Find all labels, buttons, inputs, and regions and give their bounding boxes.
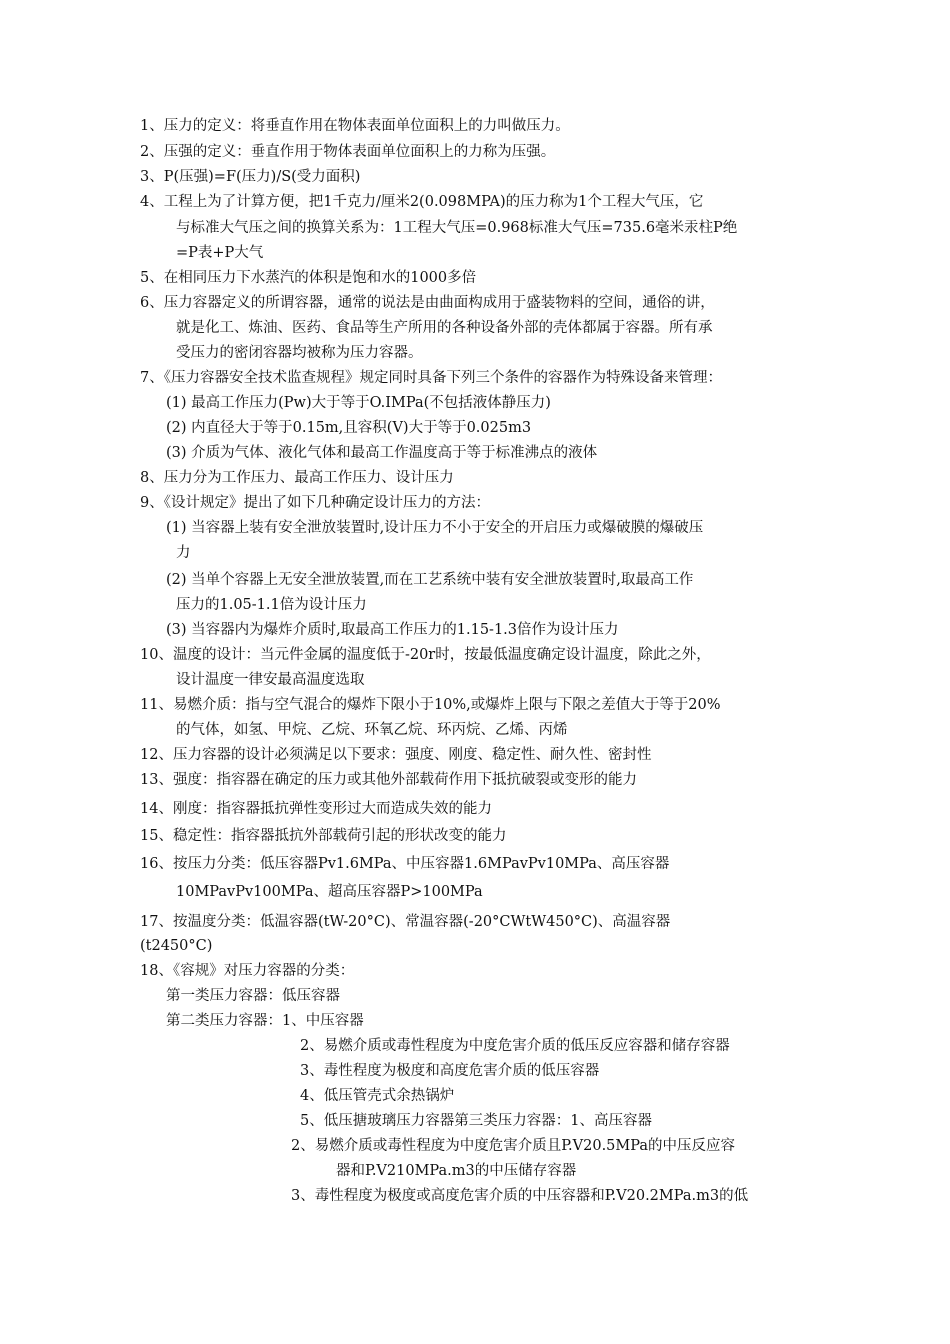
text-line: 第二类压力容器：1、中压容器 xyxy=(166,1013,364,1029)
text-line: 器和P.V210MPa.m3的中压储存容器 xyxy=(336,1163,577,1179)
text-line: 6、压力容器定义的所谓容器，通常的说法是由曲面构成用于盛装物料的空间，通俗的讲， xyxy=(140,295,715,311)
text-line: 力 xyxy=(176,545,191,561)
text-line: 受压力的密闭容器均被称为压力容器。 xyxy=(176,345,423,361)
text-line: =P表+P大气 xyxy=(176,245,264,261)
text-line: 与标准大气压之间的换算关系为：1工程大气压=0.968标准大气压=735.6毫米汞柱P绝 xyxy=(176,220,738,236)
text-line: 2、易燃介质或毒性程度为中度危害介质的低压反应容器和储存容器 xyxy=(300,1038,730,1054)
text-line: 15、稳定性：指容器抵抗外部载荷引起的形状改变的能力 xyxy=(140,828,507,844)
text-line: 的气体，如氢、甲烷、乙烷、环氧乙烷、环丙烷、乙烯、丙烯 xyxy=(176,722,568,738)
text-line: 10MPavPv100MPa、超高压容器P>100MPa xyxy=(176,884,483,900)
text-line: 压力的1.05-1.1倍为设计压力 xyxy=(176,597,367,613)
text-line: (3) 当容器内为爆炸介质时,取最高工作压力的1.15-1.3倍作为设计压力 xyxy=(166,622,619,638)
text-line: 3、毒性程度为极度和高度危害介质的低压容器 xyxy=(300,1063,600,1079)
text-line: 5、低压搪玻璃压力容器第三类压力容器：1、高压容器 xyxy=(300,1113,652,1129)
text-line: 就是化工、炼油、医药、食品等生产所用的各种设备外部的壳体都属于容器。所有承 xyxy=(176,320,713,336)
text-line: 4、工程上为了计算方便，把1千克力/厘米2(0.098MPA)的压力称为1个工程大气压，它 xyxy=(140,194,704,210)
text-line: 2、压强的定义：垂直作用于物体表面单位面积上的力称为压强。 xyxy=(140,144,556,160)
text-line: 14、刚度：指容器抵抗弹性变形过大而造成失效的能力 xyxy=(140,801,492,817)
text-line: 1、压力的定义：将垂直作用在物体表面单位面积上的力叫做压力。 xyxy=(140,118,570,134)
text-line: 3、毒性程度为极度或高度危害介质的中压容器和P.V20.2MPa.m3的低 xyxy=(291,1188,749,1204)
text-line: 9、《设计规定》提出了如下几种确定设计压力的方法： xyxy=(140,495,490,511)
text-line: (1) 当容器上装有安全泄放装置时,设计压力不小于安全的开启压力或爆破膜的爆破压 xyxy=(166,520,704,536)
text-line: (t2450°C) xyxy=(140,938,213,954)
text-line: (2) 当单个容器上无安全泄放装置,而在工艺系统中装有安全泄放装置时,取最高工作 xyxy=(166,572,694,588)
text-line: 18、《容规》对压力容器的分类： xyxy=(140,963,355,979)
text-line: 5、在相同压力下水蒸汽的体积是饱和水的1000多倍 xyxy=(140,270,477,286)
text-line: 第一类压力容器：低压容器 xyxy=(166,988,340,1004)
text-line: (3) 介质为气体、液化气体和最高工作温度高于等于标准沸点的液体 xyxy=(166,445,598,461)
text-line: 13、强度：指容器在确定的压力或其他外部载荷作用下抵抗破裂或变形的能力 xyxy=(140,772,637,788)
text-line: 2、易燃介质或毒性程度为中度危害介质且P.V20.5MPa的中压反应容 xyxy=(291,1138,736,1154)
text-line: 11、易燃介质：指与空气混合的爆炸下限小于10%,或爆炸上限与下限之差值大于等于20% xyxy=(140,697,721,713)
text-line: 3、P(压强)=F(压力)/S(受力面积) xyxy=(140,169,361,185)
text-line: 10、温度的设计：当元件金属的温度低于-20r时，按最低温度确定设计温度，除此之外， xyxy=(140,647,711,663)
text-line: 7、《压力容器安全技术监查规程》规定同时具备下列三个条件的容器作为特殊设备来管理： xyxy=(140,370,722,386)
text-line: 设计温度一律安最高温度选取 xyxy=(176,672,365,688)
text-line: 12、压力容器的设计必须满足以下要求：强度、刚度、稳定性、耐久性、密封性 xyxy=(140,747,652,763)
text-line: 16、按压力分类：低压容器Pv1.6MPa、中压容器1.6MPavPv10MPa、高压容器 xyxy=(140,856,670,872)
text-line: (1) 最高工作压力(Pw)大于等于O.IMPa(不包括液体静压力) xyxy=(166,395,551,411)
text-line: 17、按温度分类：低温容器(tW-20°C)、常温容器(-20°CWtW450°C)、高温容器 xyxy=(140,914,671,930)
text-line: 4、低压管壳式余热锅炉 xyxy=(300,1088,455,1104)
text-line: (2) 内直径大于等于0.15m,且容积(V)大于等于0.025m3 xyxy=(166,420,532,436)
text-line: 8、压力分为工作压力、最高工作压力、设计压力 xyxy=(140,470,454,486)
